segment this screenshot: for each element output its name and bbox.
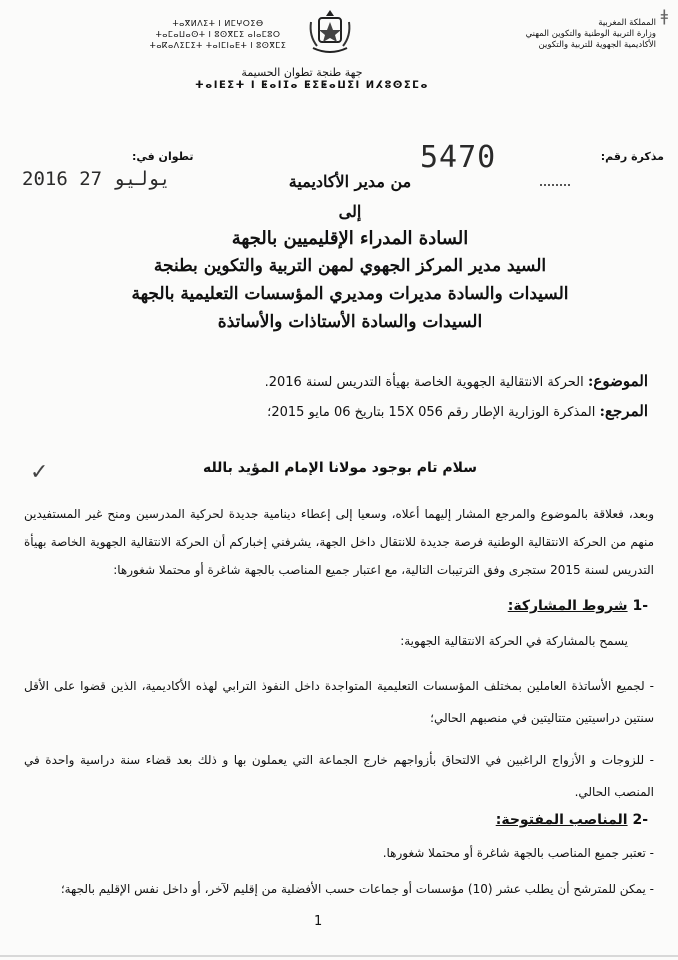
memo-number-label: مذكرة رقم:: [600, 150, 664, 163]
list-item: - للزوجات و الأزواج الراغبين في الالتحاق بأزواجهم خارج الجماعة التي يعملون بها و ذلك بعد قضاء سنة دراسية واحدة في المنصب الحالي.: [24, 753, 654, 799]
scan-edge: [0, 955, 678, 957]
header-ar-line: وزارة التربية الوطنية والتكوين المهني: [525, 29, 656, 39]
section-intro: يسمح بالمشاركة في الحركة الانتقالية الجهوية:: [400, 634, 628, 648]
intro-paragraph: وبعد، فعلاقة بالموضوع والمرجع المشار إليهما أعلاه، وسعيا إلى إعطاء دينامية جديدة لحركية المدرسين ومنح غير المستفيدين منهم من الحركة الانتقالية الوطنية فرصة جديدة للانتقال داخل الجهة، يشرفني إخباركم أن الحركة الانتقالية الجهوية الخاصة بهيأة التدريس لسنة 2015 ستجرى وفق الترتيبات التالية، مع اعتبار جميع المناصب بالجهة شاغرة أو محتملا شغورها:: [24, 507, 654, 577]
city-label: تطوان في:: [132, 150, 194, 163]
header-tf-line: ⵜⴰⴽⴰⴷⵉⵎⵉⵜ ⵜⴰⵏⵎⵏⴰⴹⵜ ⵏ ⵓⵙⴳⵎⵉ: [149, 41, 287, 50]
page-number: 1: [314, 914, 323, 929]
address-line: السادة المدراء الإقليميين بالجهة: [231, 228, 469, 249]
address-line: السيدات والسادة الأستاذات والأساتذة: [217, 312, 483, 332]
address-to: إلى: [338, 202, 362, 221]
list-item: - لجميع الأساتذة العاملين بمختلف المؤسسات التعليمية المتواجدة داخل النفوذ الترابي لهذه الأكاديمية، الذين قضوا على الأقل سنتين دراسيتين متتاليتين في منصبهم الحالي؛: [24, 679, 654, 725]
handwritten-check-icon: ✓: [30, 460, 49, 485]
section-title: المناصب المفتوحة:: [495, 812, 628, 828]
reference-label: المرجع:: [599, 402, 648, 420]
reference-text: المذكرة الوزارية الإطار رقم 15X 056 بتاريخ 06 مايو 2015؛: [267, 405, 596, 420]
section-title: شروط المشاركة:: [507, 598, 628, 614]
list-item: - يمكن للمترشح أن يطلب عشر (10) مؤسسات أو جماعات حسب الأفضلية من إقليم لآخر، أو داخل نفس الإقليم بالجهة؛: [60, 882, 654, 896]
header-ar-line: الأكاديمية الجهوية للتربية والتكوين: [538, 40, 656, 50]
address-from: من مدير الأكاديمية: [288, 172, 412, 191]
greeting: سلام تام بوجود مولانا الإمام المؤيد بالله: [202, 460, 478, 476]
list-item: - تعتبر جميع المناصب بالجهة شاغرة أو محتملا شغورها.: [382, 846, 654, 860]
region-arabic: جهة طنجة تطوان الحسيمة: [241, 66, 363, 79]
header-tifinagh: [118, 18, 318, 51]
header-arabic: [406, 18, 656, 51]
staple-mark-icon: ǂ: [660, 6, 668, 25]
section-heading: [496, 812, 648, 828]
subject-text: الحركة الانتقالية الجهوية الخاصة بهيأة التدريس لسنة 2016.: [264, 375, 584, 390]
section-heading: [508, 598, 648, 614]
subject-label: الموضوع:: [587, 372, 648, 390]
header-ar-line: المملكة المغربية: [598, 18, 656, 28]
subject-line: [48, 372, 648, 390]
section-number: -1: [632, 598, 648, 614]
region-tifinagh: ⵜⴰⵏⴹⵉⵜ ⵏ ⵟⴰⵏⵊⴰ ⵟⵉⵟⴰⵡⵉⵏ ⵍⵃⵓⵙⵉⵎⴰ: [195, 80, 429, 91]
address-line: السيد مدير المركز الجهوي لمهن التربية والتكوين بطنجة: [153, 256, 547, 276]
header-tf-line: ⵜⴰⴳⵍⴷⵉⵜ ⵏ ⵍⵎⵖⵔⵉⴱ: [172, 19, 264, 28]
memo-date: 2016 يوليو 27: [22, 168, 171, 190]
address-line: السيدات والسادة مديرات ومديري المؤسسات التعليمية بالجهة: [131, 284, 569, 304]
memo-number: 5470: [420, 140, 497, 175]
header-tf-line: ⵜⴰⵎⴰⵡⴰⵙⵜ ⵏ ⵓⵙⴳⵎⵉ ⴰⵏⴰⵎⵓⵔ: [155, 30, 281, 39]
section-number: -2: [632, 812, 648, 828]
reference-line: [48, 402, 648, 420]
